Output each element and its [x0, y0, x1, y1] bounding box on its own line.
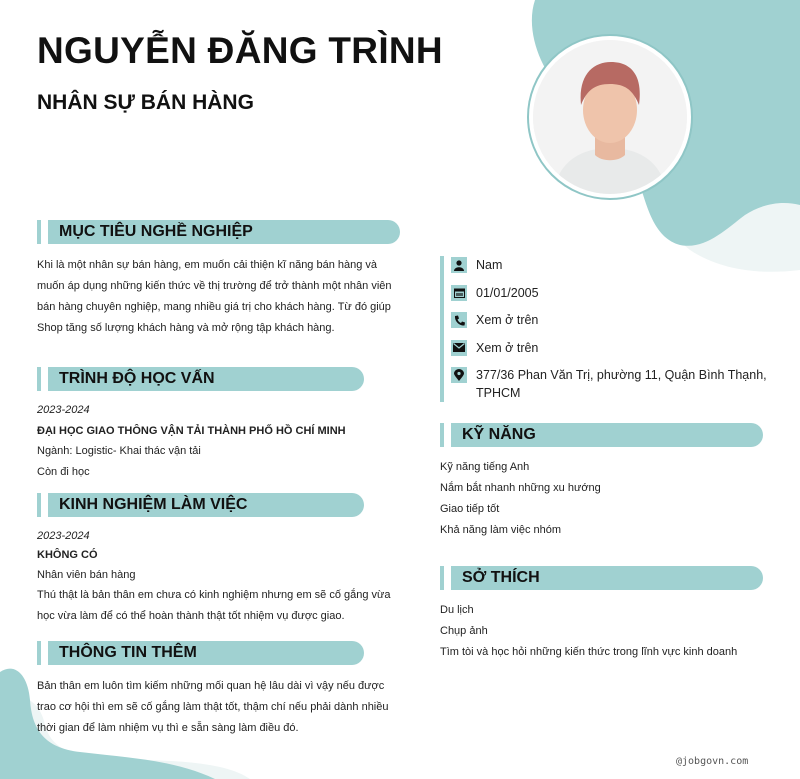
objective-line: muốn áp dụng những kiến thức về thị trường để trở thành một nhân viên — [37, 280, 392, 292]
extra-line: Bản thân em luôn tìm kiếm những mối quan hệ lâu dài vì vậy nếu được — [37, 680, 385, 692]
extra-line: thời gian để làm nhiệm vụ thì e sẵn sàng làm điều đó. — [37, 722, 299, 734]
contact-value: Nam — [476, 258, 503, 272]
section-title: KINH NGHIỆM LÀM VIỆC — [48, 493, 364, 517]
person-portrait — [533, 40, 687, 194]
header-accent-bar — [37, 493, 41, 517]
education-period: 2023-2024 — [37, 404, 90, 416]
hobby-item: Tìm tòi và học hỏi những kiến thức trong lĩnh vực kinh doanh — [440, 646, 738, 658]
candidate-role: NHÂN SỰ BÁN HÀNG — [37, 91, 254, 114]
education-status: Còn đi học — [37, 465, 90, 478]
section-title: MỤC TIÊU NGHỀ NGHIỆP — [48, 220, 400, 244]
extra-line: trao cơ hội thì em sẽ cố gắng làm thật tốt, thậm chí nếu phải dành nhiều — [37, 701, 389, 713]
skill-item: Khả năng làm việc nhóm — [440, 524, 562, 536]
section-title: TRÌNH ĐỘ HỌC VẤN — [48, 367, 364, 391]
mail-icon — [451, 340, 467, 356]
section-header-skills — [440, 423, 763, 447]
section-title: KỸ NĂNG — [451, 423, 763, 447]
section-header-hobbies — [440, 566, 763, 590]
calendar-icon — [451, 285, 467, 301]
contact-phone — [451, 311, 770, 329]
experience-company: KHÔNG CÓ — [37, 549, 98, 561]
experience-entry — [37, 527, 412, 627]
contact-info — [440, 256, 770, 402]
header-accent-bar — [37, 367, 41, 391]
objective-line: Khi là một nhân sự bán hàng, em muốn cải thiện kĩ năng bán hàng và — [37, 259, 378, 271]
watermark: @jobgovn.com — [676, 756, 749, 767]
header-accent-bar — [440, 566, 444, 590]
phone-icon — [451, 312, 467, 328]
section-header-objective — [37, 220, 400, 244]
objective-line: Shop tăng số lượng khách hàng và mở rộng tập khách hàng. — [37, 322, 335, 334]
contact-gender — [451, 256, 770, 274]
header-accent-bar — [440, 423, 444, 447]
experience-line: học vừa làm để có thể hoàn thành thật tốt nhiệm vụ được giao. — [37, 610, 345, 622]
contact-value: Xem ở trên — [476, 313, 539, 327]
education-school: ĐẠI HỌC GIAO THÔNG VẬN TẢI THÀNH PHỐ HỒ CHÍ MINH — [37, 424, 346, 437]
skill-item: Giao tiếp tốt — [440, 503, 500, 515]
hobby-item: Du lịch — [440, 604, 474, 616]
candidate-name: NGUYỄN ĐĂNG TRÌNH — [37, 30, 443, 71]
person-icon — [451, 257, 467, 273]
hobbies-list — [440, 600, 737, 663]
objective-line: bán hàng chuyên nghiệp, mang nhiều giá trị cho khách hàng. Từ đó giúp — [37, 301, 391, 313]
section-title: SỞ THÍCH — [451, 566, 763, 590]
experience-position: Nhân viên bán hàng — [37, 569, 136, 581]
section-header-education — [37, 367, 364, 391]
contact-address — [451, 366, 770, 402]
contact-birthday — [451, 284, 770, 302]
contact-value: Xem ở trên — [476, 340, 539, 355]
hobby-item: Chụp ảnh — [440, 625, 488, 637]
header-accent-bar — [37, 641, 41, 665]
extra-text — [37, 676, 412, 739]
objective-text — [37, 255, 407, 339]
contact-value: 377/36 Phan Văn Trị, phường 11, Quận Bình Thạnh, TPHCM — [476, 368, 767, 400]
contact-email — [451, 339, 770, 357]
experience-period: 2023-2024 — [37, 530, 90, 542]
education-major: Ngành: Logistic- Khai thác vận tải — [37, 445, 201, 457]
skills-list — [440, 457, 601, 541]
location-pin-icon — [451, 367, 467, 383]
header-accent-bar — [37, 220, 41, 244]
contact-value: 01/01/2005 — [476, 285, 539, 300]
section-title: THÔNG TIN THÊM — [48, 641, 364, 665]
skill-item: Kỹ năng tiếng Anh — [440, 461, 530, 473]
profile-photo — [527, 34, 693, 200]
section-header-experience — [37, 493, 364, 517]
skill-item: Nắm bắt nhanh những xu hướng — [440, 482, 601, 494]
education-entry — [37, 400, 407, 482]
section-header-extra — [37, 641, 364, 665]
experience-line: Thú thật là bản thân em chưa có kinh nghiệm nhưng em sẽ cố gắng vừa — [37, 589, 391, 601]
